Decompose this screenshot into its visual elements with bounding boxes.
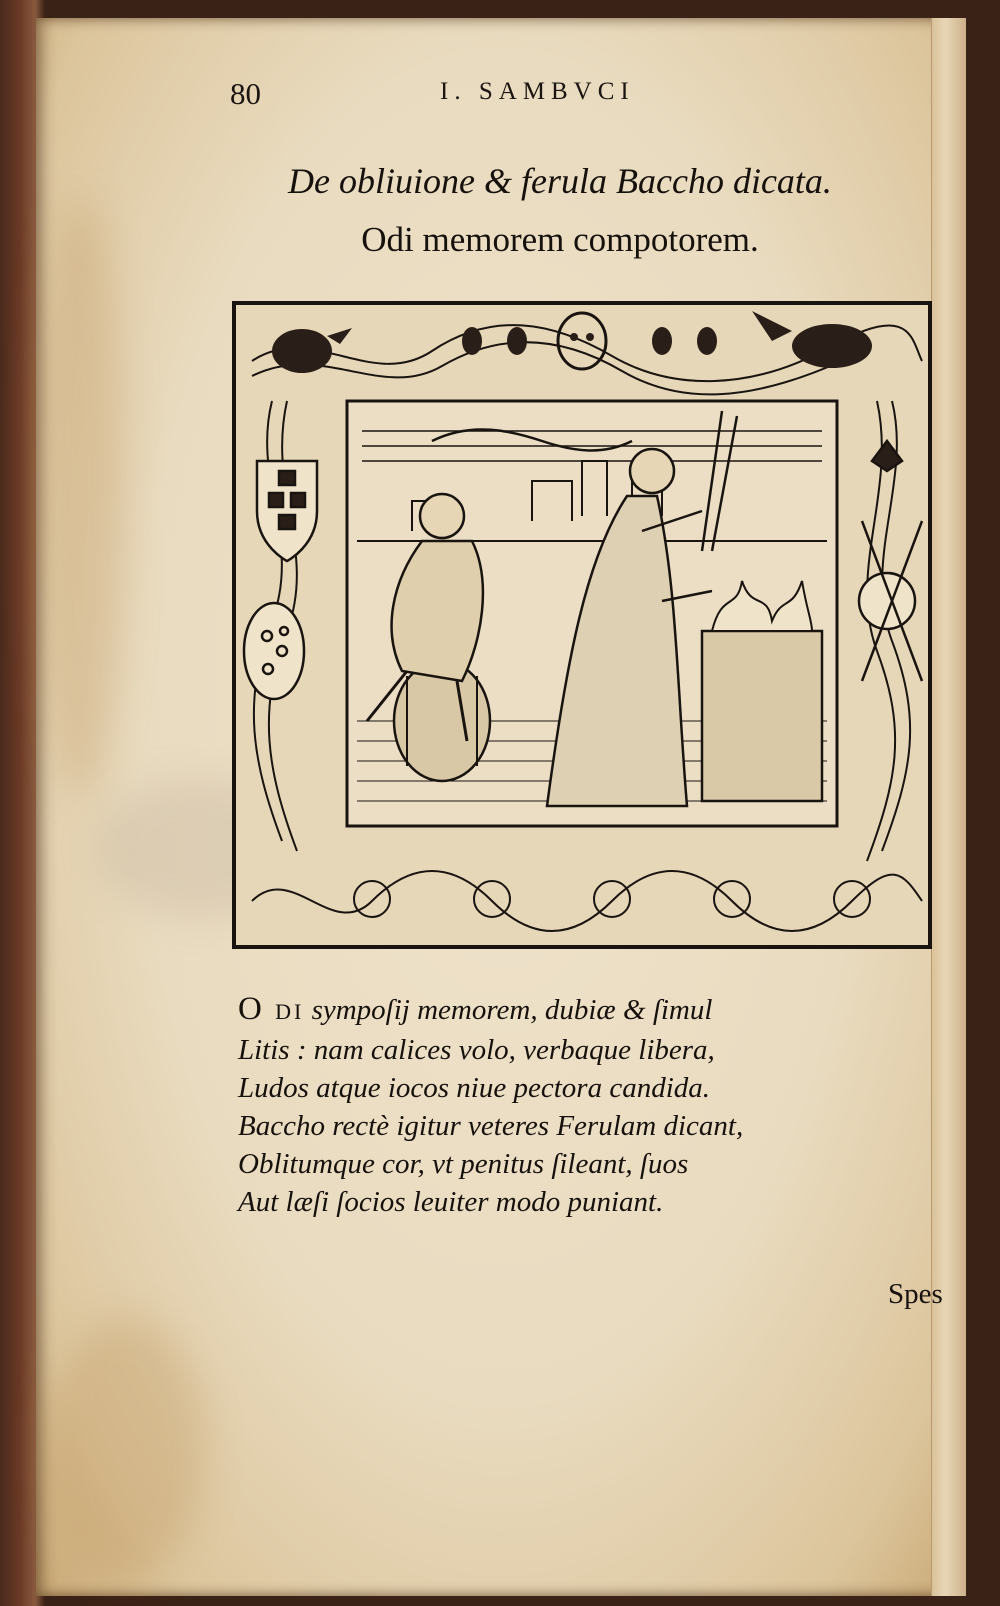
verse-line: Baccho rectè igitur veteres Ferulam dicant, (238, 1110, 744, 1142)
verse-line: Ludos atque iocos niue pectora candida. (238, 1072, 711, 1104)
verse-line: Aut læſi ſocios leuiter modo puniant. (238, 1186, 664, 1218)
catchword: Spes (888, 1278, 943, 1310)
running-title: I. SAMBVCI (440, 78, 635, 105)
emblem-motto: Odi memorem compotorem. (361, 220, 759, 259)
palette-ornament (244, 603, 304, 699)
running-head (190, 76, 730, 116)
verse-line: Oblitumque cor, vt penitus ſileant, ſuos (238, 1148, 689, 1180)
emblem-title: De obliuione & ferula Baccho dicata. (288, 161, 832, 201)
verse-block (238, 990, 878, 1221)
page-number: 80 (230, 76, 261, 111)
verse-line: Litis : nam calices volo, verbaque libera, (238, 1034, 715, 1066)
paper-stain (36, 198, 126, 798)
woodcut-illustration (232, 301, 932, 949)
verse-line (238, 990, 878, 1031)
opening-word: O DI (238, 991, 305, 1027)
paper-stain (46, 1318, 206, 1578)
verse-line-1-text: sympoſij memorem, dubiæ & ſimul (311, 994, 713, 1026)
